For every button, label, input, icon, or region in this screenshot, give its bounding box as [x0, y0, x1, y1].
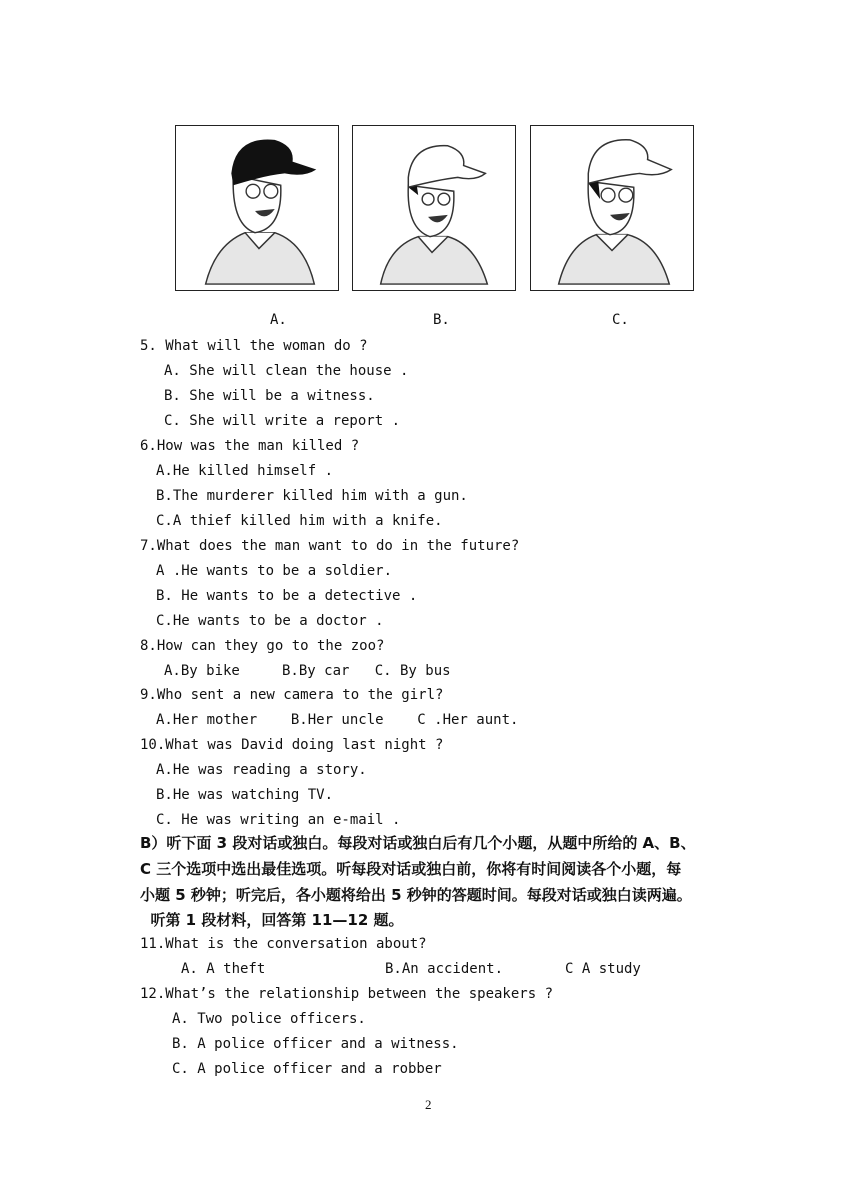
man-light-cap-glasses-illustration — [531, 126, 693, 290]
question-10-option-c: C. He was writing an e-mail . — [156, 812, 401, 828]
picture-label-a: A. — [270, 312, 287, 328]
question-10-stem: 10.What was David doing last night ? — [140, 737, 444, 753]
question-11-stem: 11.What is the conversation about? — [140, 936, 427, 952]
question-12-stem: 12.What’s the relationship between the speakers ? — [140, 986, 554, 1002]
question-7-stem: 7.What does the man want to do in the future? — [140, 538, 520, 554]
question-7-option-c: C.He wants to be a doctor . — [156, 613, 384, 629]
question-10-option-a: A.He was reading a story. — [156, 762, 367, 778]
man-dark-cap-illustration — [176, 126, 338, 290]
question-8-options: A.By bike B.By car C. By bus — [164, 663, 451, 679]
question-5-stem: 5. What will the woman do ? — [140, 338, 368, 354]
section-b-instruction-line-1: B）听下面 3 段对话或独白。每段对话或独白后有几个小题，从题中所给的 A、B、 — [140, 834, 696, 852]
question-10-option-b: B.He was watching TV. — [156, 787, 334, 803]
question-11-option-a: A. A theft — [181, 961, 266, 977]
question-6-option-a: A.He killed himself . — [156, 463, 334, 479]
picture-b — [352, 125, 516, 291]
question-12-option-b: B. A police officer and a witness. — [172, 1036, 459, 1052]
man-light-cap-illustration — [353, 126, 515, 290]
question-6-stem: 6.How was the man killed ? — [140, 438, 360, 454]
question-9-options: A.Her mother B.Her uncle C .Her aunt. — [156, 712, 519, 728]
section-b-instruction-line-3: 小题 5 秒钟；听完后，各小题将给出 5 秒钟的答题时间。每段对话或独白读两遍。 — [140, 886, 692, 904]
question-6-option-b: B.The murderer killed him with a gun. — [156, 488, 468, 504]
question-5-option-b: B. She will be a witness. — [164, 388, 375, 404]
picture-label-c: C. — [612, 312, 629, 328]
question-7-option-b: B. He wants to be a detective . — [156, 588, 418, 604]
question-8-stem: 8.How can they go to the zoo? — [140, 638, 385, 654]
section-b-instruction-line-2: C 三个选项中选出最佳选项。听每段对话或独白前，你将有时间阅读各个小题，每 — [140, 860, 682, 878]
picture-label-b: B. — [433, 312, 450, 328]
question-5-option-c: C. She will write a report . — [164, 413, 401, 429]
question-11-option-c: C A study — [565, 961, 641, 977]
question-12-option-c: C. A police officer and a robber — [172, 1061, 442, 1077]
page-number: 2 — [425, 1097, 432, 1112]
question-12-option-a: A. Two police officers. — [172, 1011, 366, 1027]
question-11-option-b: B.An accident. — [385, 961, 504, 977]
section-b-instruction-line-4: 听第 1 段材料，回答第 11—12 题。 — [140, 911, 404, 929]
question-6-option-c: C.A thief killed him with a knife. — [156, 513, 443, 529]
picture-c — [530, 125, 694, 291]
question-5-option-a: A. She will clean the house . — [164, 363, 409, 379]
question-7-option-a: A .He wants to be a soldier. — [156, 563, 393, 579]
picture-a — [175, 125, 339, 291]
question-9-stem: 9.Who sent a new camera to the girl? — [140, 687, 444, 703]
